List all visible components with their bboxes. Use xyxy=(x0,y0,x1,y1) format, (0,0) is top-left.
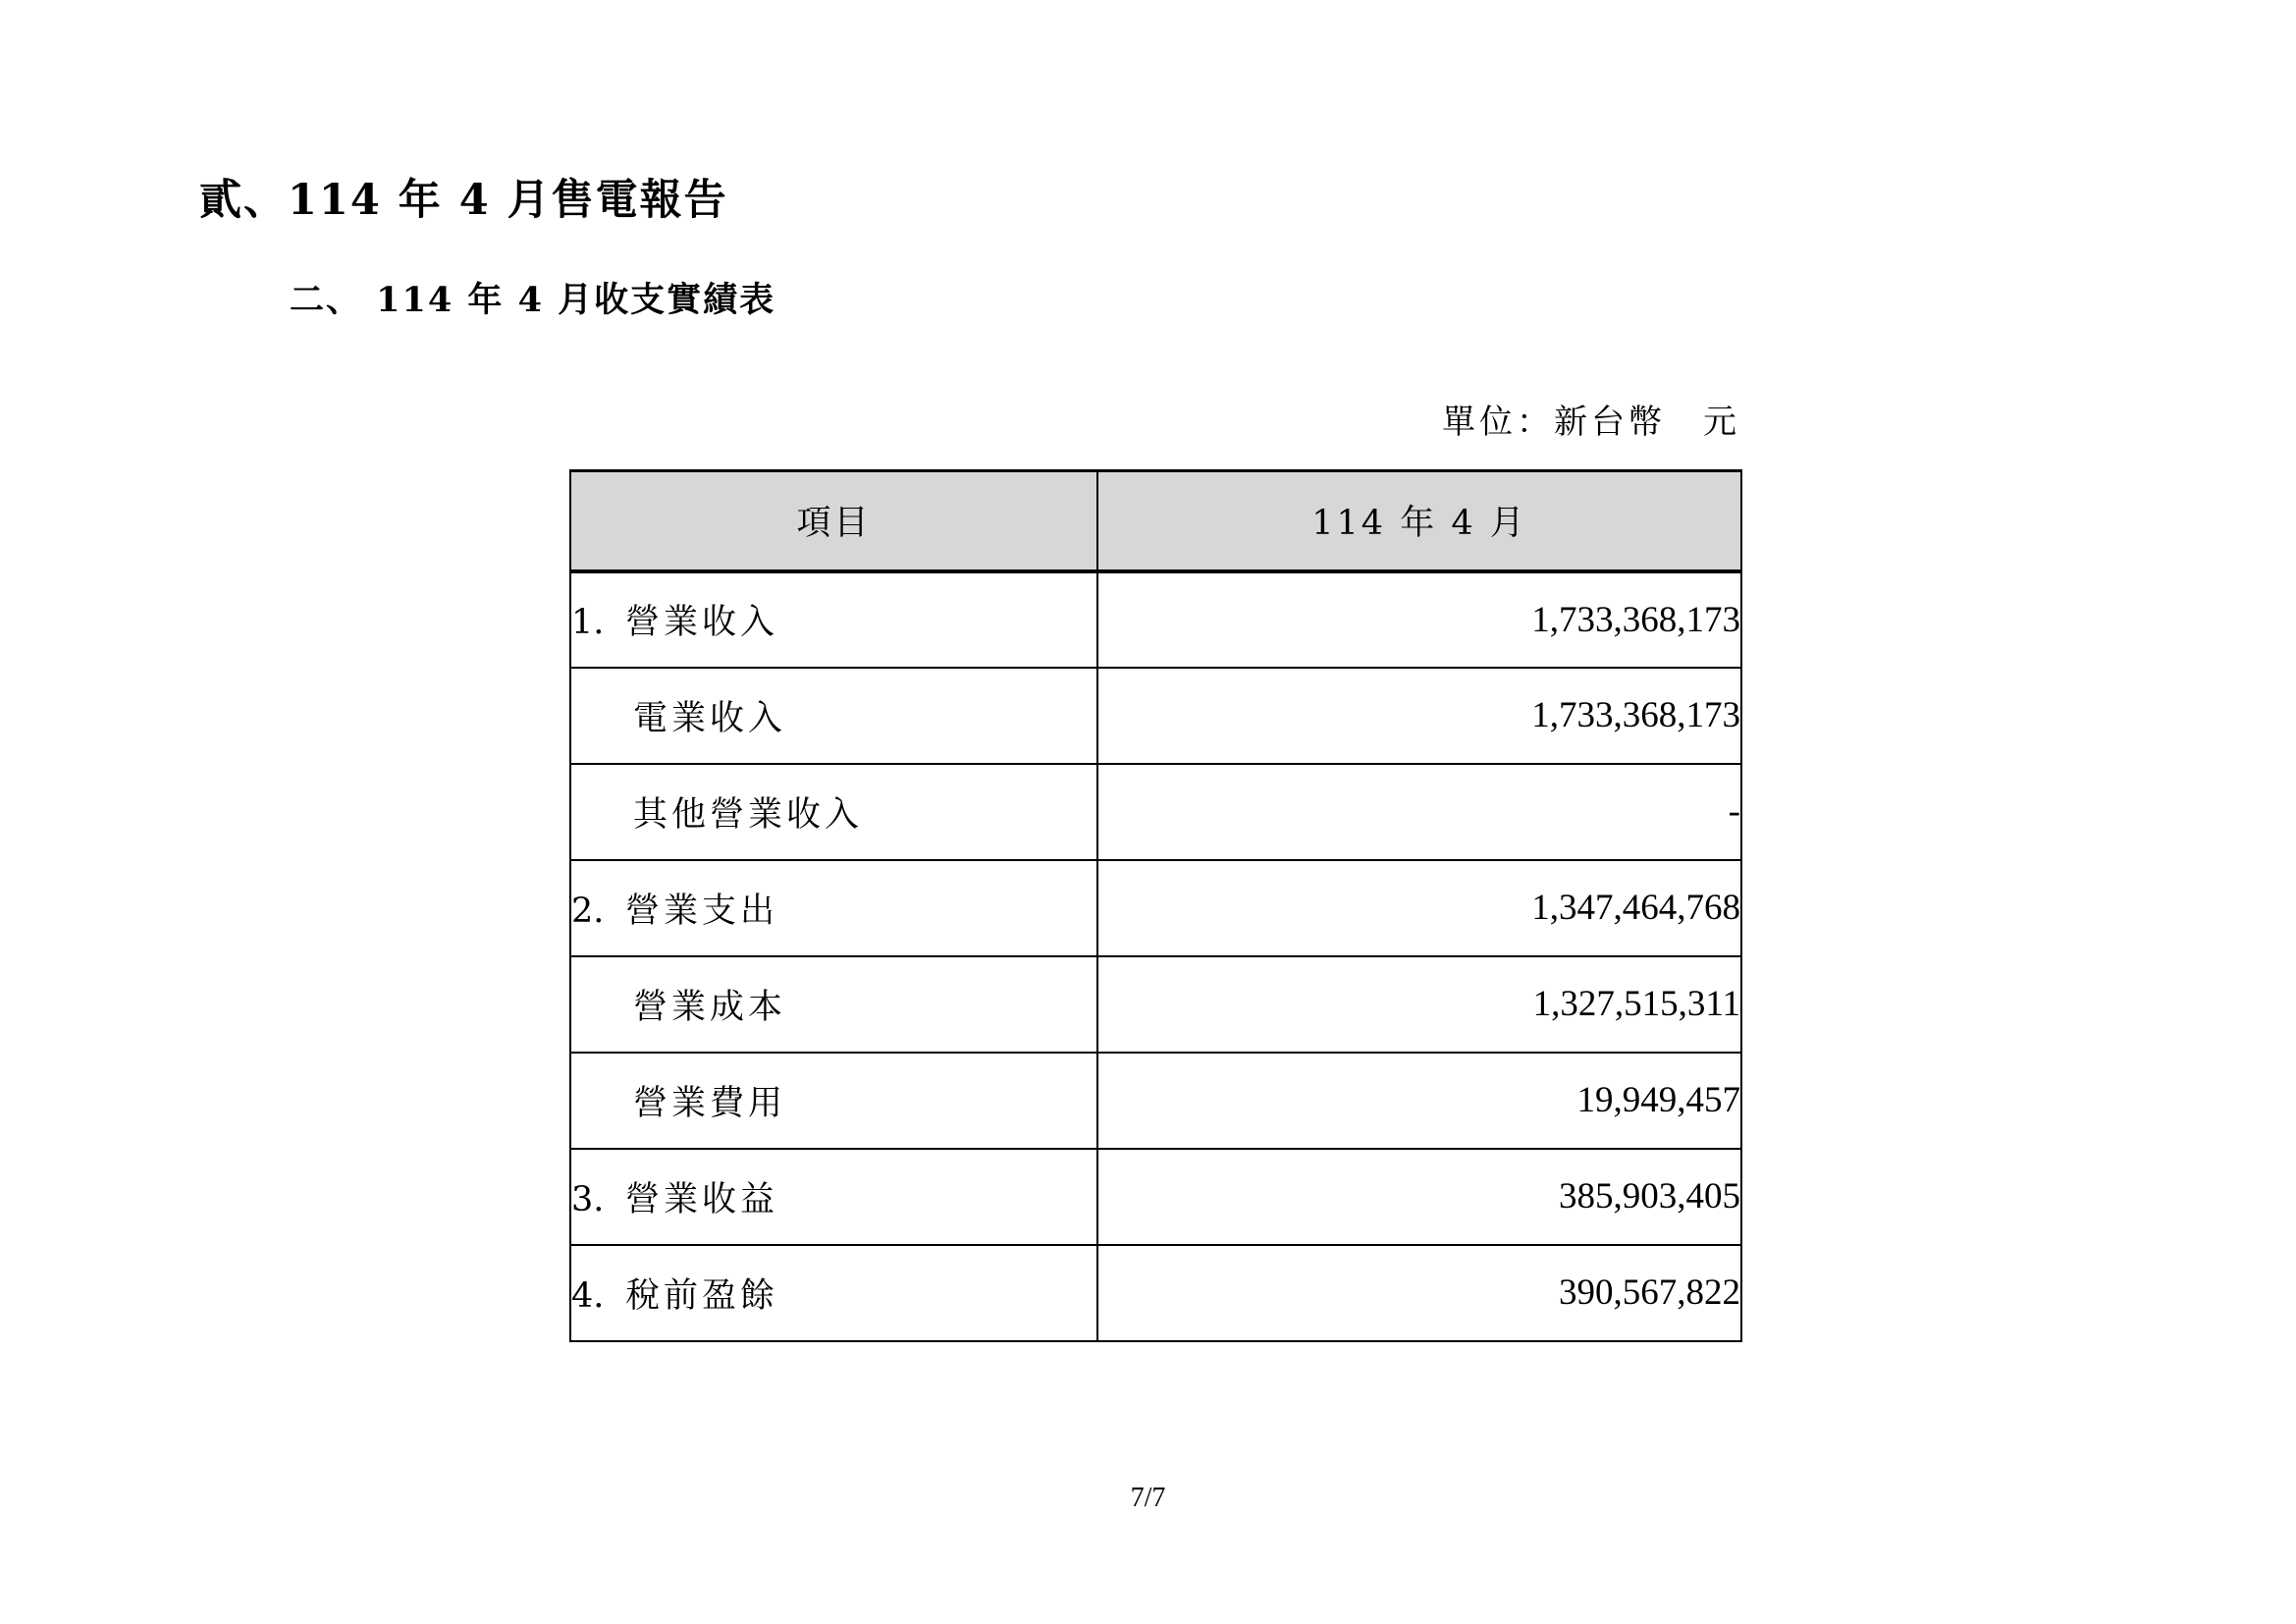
income-expense-table xyxy=(569,469,1742,1342)
row-label: 營業收益 xyxy=(625,1179,779,1219)
section-title: 二、 114 年 4 月收支實績表 xyxy=(290,280,776,320)
row-amount: 19,949,457 xyxy=(1097,1053,1741,1149)
row-amount: 390,567,822 xyxy=(1097,1245,1741,1341)
row-number: 3. xyxy=(571,1179,605,1219)
column-header-item: 項目 xyxy=(570,471,1097,571)
table-row xyxy=(570,1149,1741,1245)
table-row xyxy=(570,1245,1741,1341)
table-row xyxy=(570,764,1741,860)
page-title: 貳、114 年 4 月售電報告 xyxy=(199,176,728,225)
row-number: 4. xyxy=(571,1275,605,1316)
row-label: 營業費用 xyxy=(633,1083,787,1123)
row-amount: 1,347,464,768 xyxy=(1097,860,1741,956)
table-row xyxy=(570,956,1741,1053)
row-item xyxy=(570,764,1097,860)
table-row xyxy=(570,860,1741,956)
page-number: 7/7 xyxy=(1130,1483,1166,1513)
table-row xyxy=(570,1053,1741,1149)
row-amount: 1,733,368,173 xyxy=(1097,571,1741,668)
row-label: 營業成本 xyxy=(633,987,787,1027)
row-amount: 1,733,368,173 xyxy=(1097,668,1741,764)
column-header-period: 114 年 4 月 xyxy=(1097,471,1741,571)
row-item xyxy=(570,1053,1097,1149)
row-item xyxy=(570,668,1097,764)
row-item xyxy=(570,571,1097,668)
row-item xyxy=(570,1245,1097,1341)
table-header-row xyxy=(570,471,1741,571)
table-row xyxy=(570,571,1741,668)
row-label: 營業支出 xyxy=(625,891,779,931)
row-number: 1. xyxy=(571,603,605,642)
row-amount: - xyxy=(1097,764,1741,860)
row-label: 營業收入 xyxy=(625,603,779,642)
unit-note: 單位：新台幣 元 xyxy=(1442,403,1740,442)
row-item xyxy=(570,956,1097,1053)
row-label: 稅前盈餘 xyxy=(625,1275,779,1316)
row-amount: 1,327,515,311 xyxy=(1097,956,1741,1053)
row-item xyxy=(570,860,1097,956)
table-row xyxy=(570,668,1741,764)
row-label: 其他營業收入 xyxy=(633,794,864,835)
row-item xyxy=(570,1149,1097,1245)
row-amount: 385,903,405 xyxy=(1097,1149,1741,1245)
row-label: 電業收入 xyxy=(633,698,787,738)
row-number: 2. xyxy=(571,891,605,931)
